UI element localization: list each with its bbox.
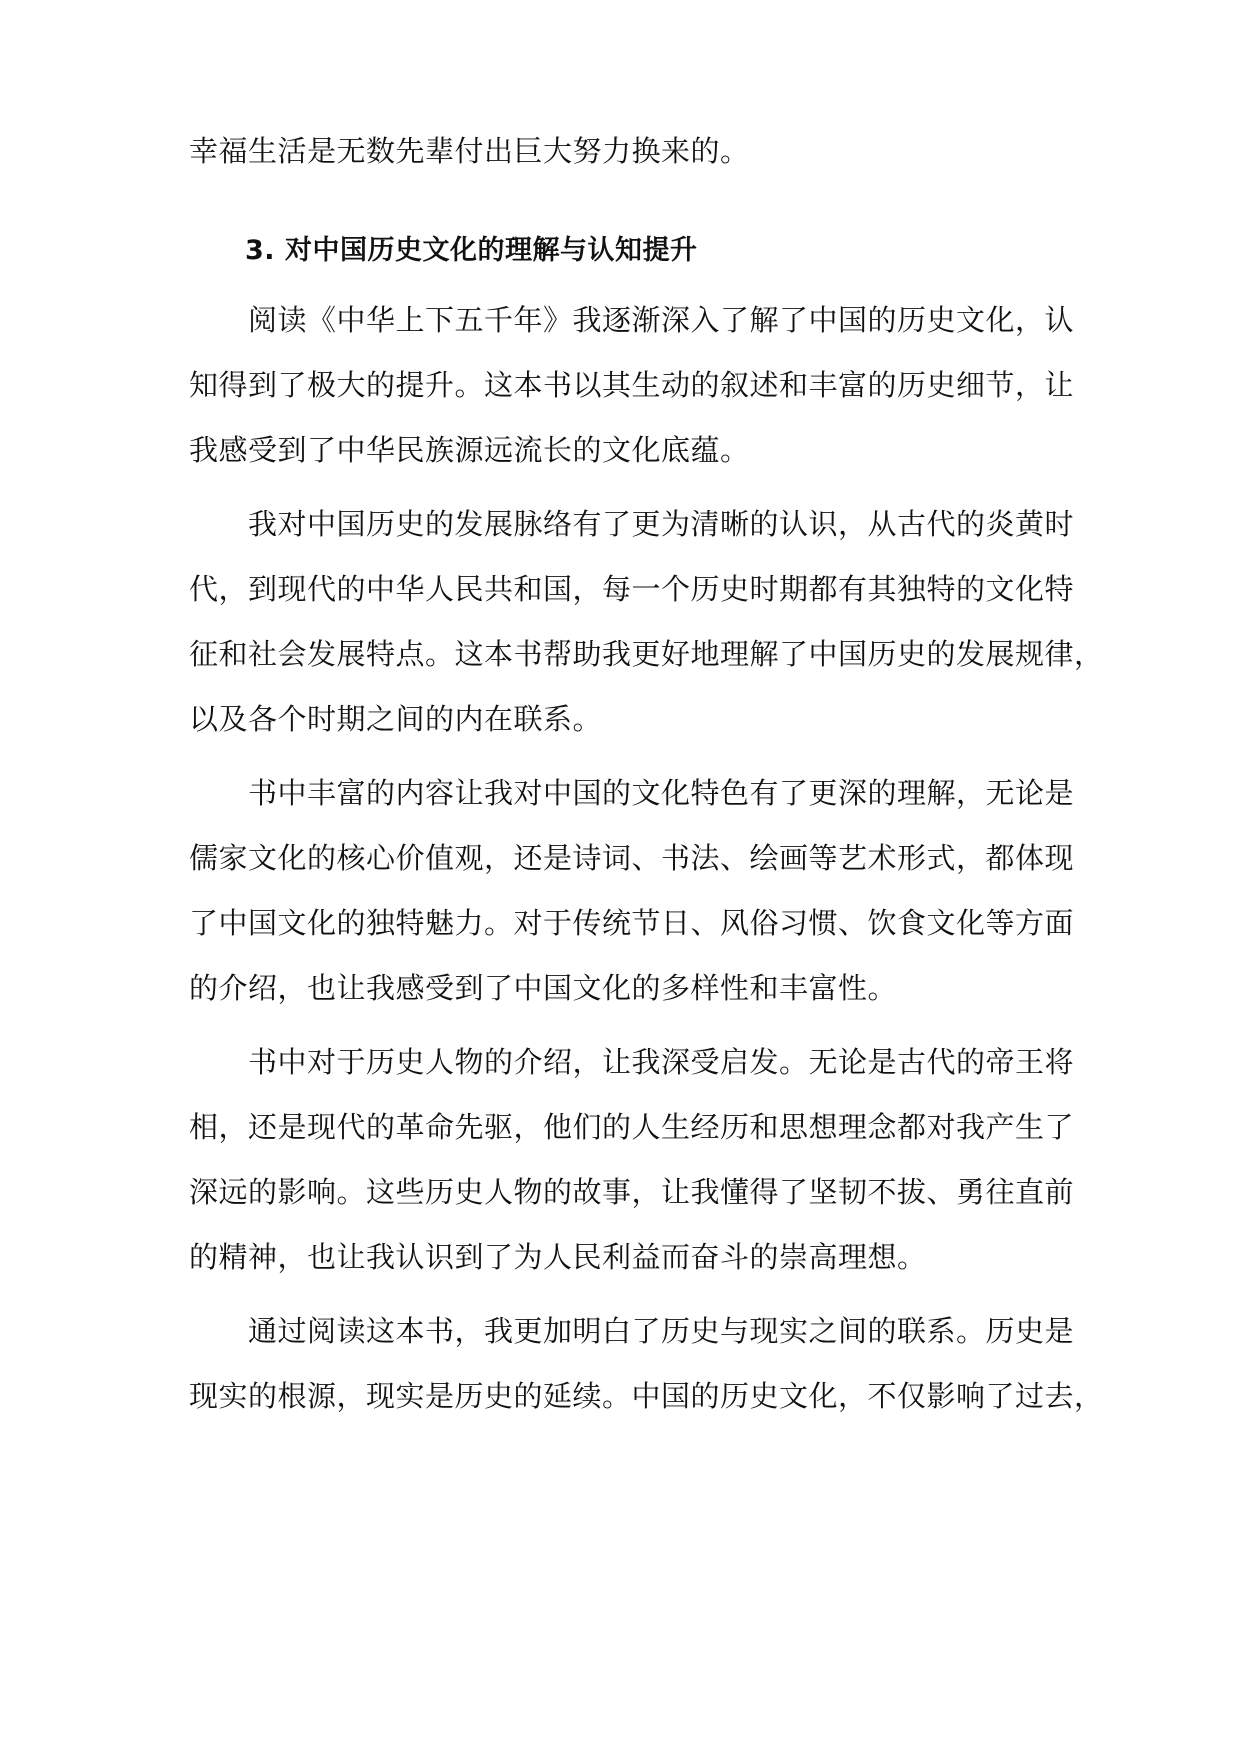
paragraph-line: 我感受到了中华民族源远流长的文化底蕴。 [189, 433, 750, 467]
paragraph-line: 幸福生活是无数先辈付出巨大努力换来的。 [189, 134, 750, 168]
paragraph-line: 以及各个时期之间的内在联系。 [189, 702, 603, 736]
paragraph-line: 书中丰富的内容让我对中国的文化特色有了更深的理解，无论是 [248, 776, 1075, 810]
paragraph-line: 了中国文化的独特魅力。对于传统节日、风俗习惯、饮食文化等方面 [189, 906, 1075, 940]
section-heading: 3. 对中国历史文化的理解与认知提升 [245, 235, 698, 266]
paragraph-line: 通过阅读这本书，我更加明白了历史与现实之间的联系。历史是 [248, 1314, 1075, 1348]
paragraph-line: 的介绍，也让我感受到了中国文化的多样性和丰富性。 [189, 971, 898, 1005]
paragraph-line: 征和社会发展特点。这本书帮助我更好地理解了中国历史的发展规律， [189, 637, 1104, 671]
paragraph-line: 我对中国历史的发展脉络有了更为清晰的认识，从古代的炎黄时 [248, 507, 1075, 541]
paragraph-line: 深远的影响。这些历史人物的故事，让我懂得了坚韧不拔、勇往直前 [189, 1175, 1075, 1209]
paragraph-line: 的精神，也让我认识到了为人民利益而奋斗的崇高理想。 [189, 1240, 927, 1274]
paragraph-line: 知得到了极大的提升。这本书以其生动的叙述和丰富的历史细节，让 [189, 368, 1075, 402]
paragraph-line: 相，还是现代的革命先驱，他们的人生经历和思想理念都对我产生了 [189, 1110, 1075, 1144]
paragraph-line: 代，到现代的中华人民共和国，每一个历史时期都有其独特的文化特 [189, 572, 1075, 606]
paragraph-line: 阅读《中华上下五千年》我逐渐深入了解了中国的历史文化，认 [248, 303, 1075, 337]
paragraph-line: 现实的根源，现实是历史的延续。中国的历史文化，不仅影响了过去， [189, 1379, 1104, 1413]
paragraph-line: 儒家文化的核心价值观，还是诗词、书法、绘画等艺术形式，都体现 [189, 841, 1075, 875]
paragraph-line: 书中对于历史人物的介绍，让我深受启发。无论是古代的帝王将 [248, 1045, 1075, 1079]
